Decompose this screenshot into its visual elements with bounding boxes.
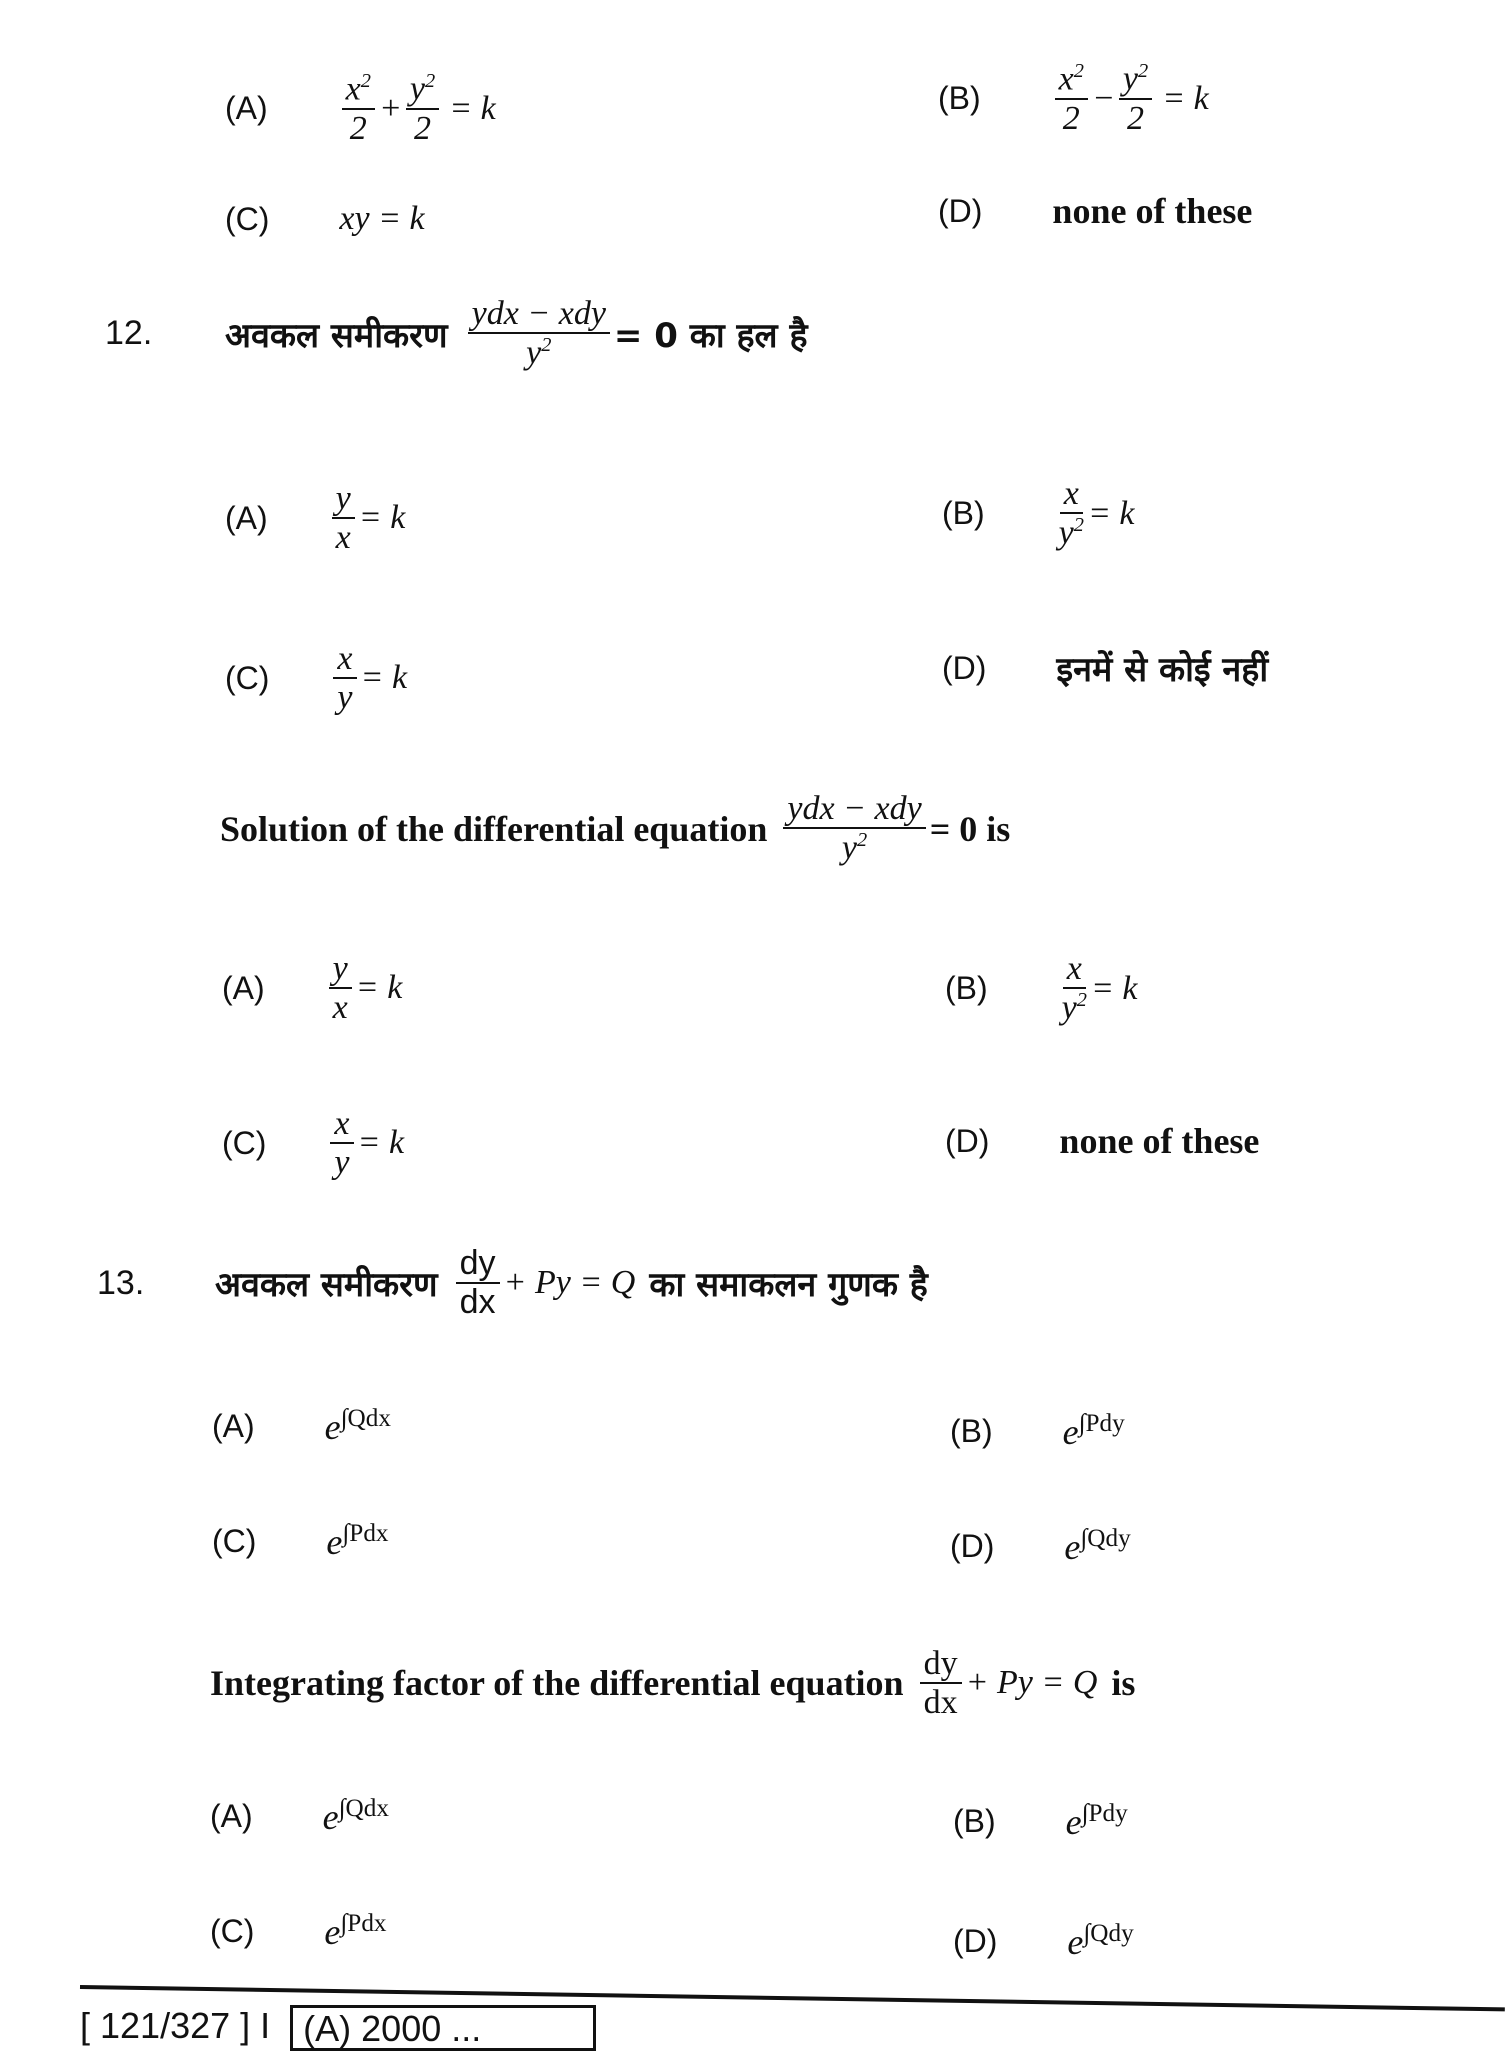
question-text: Integrating factor of the differential equation [210,1663,904,1704]
option-label: (A) [225,90,268,127]
q12-hindi-stem [105,295,808,372]
q13-english-option-b: (B) $e^{\int Pdy}$ [953,1800,1128,1842]
option-label: (B) [953,1803,996,1839]
q12-english-stem: Solution of the differential equation $\frac{\text{ydx − xdy}}{y^2}$ = 0 is [220,790,1011,867]
question-text-suffix: is [1111,1663,1136,1704]
fraction: $\frac{\text{ydx − xdy}}{y^2}$ [468,295,610,372]
option-expression: $\frac{x^2}{2}$ − $\frac{y^2}{2}$ = k [1051,60,1209,137]
option-label: (D) [953,1923,998,1959]
q12-hindi-option-b: (B) $\frac{x}{y^2}$ = k [942,475,1135,552]
q11-option-b [938,60,1209,137]
question-number: 13. [97,1263,145,1302]
q12-hindi-option-c: (C) $\frac{x}{y}$ = k [225,640,408,717]
q13-hindi-option-d: (D) $e^{\int Qdy}$ [950,1525,1131,1567]
series-box: (A) 2000 ... [290,2005,596,2051]
q11-option-c [225,200,425,238]
q13-hindi-option-a: (A) $e^{\int Qdx}$ [212,1405,391,1447]
question-text: Solution of the differential equation [220,808,768,849]
q12-english-option-c: (C) $\frac{x}{y}$ = k [222,1105,405,1182]
q13-hindi-stem: 13. अवकल समीकरण $\frac{dy}{dx}$ + Py = Q का समाकलन गुणक है [97,1244,928,1322]
question-text-suffix: = 0 is [929,808,1011,849]
q12-english-option-b: (B) $\frac{x}{y^2}$ = k [945,950,1138,1027]
option-label: (C) [225,659,270,696]
option-label: (A) [222,969,265,1006]
option-text: none of these [1052,191,1253,231]
option-text: इनमें से कोई नहीं [1056,650,1269,690]
option-label: (A) [210,1798,253,1834]
q13-hindi-option-c: (C) $e^{\int Pdx}$ [212,1520,389,1562]
question-number: 12. [105,314,153,353]
q13-english-stem: Integrating factor of the differential equation $\frac{dy}{dx}$ + Py = Q is [210,1645,1136,1722]
option-label: (A) [212,1408,255,1444]
option-expression: $\frac{x^2}{2}$ + $\frac{y^2}{2}$ = k [338,70,496,147]
option-label: (B) [950,1413,993,1449]
question-text: अवकल समीकरण [215,1265,438,1306]
q12-hindi-option-a: (A) $\frac{y}{x}$ = k [225,480,406,557]
option-label: (C) [210,1913,255,1949]
option-label: (A) [225,499,268,536]
footer [80,2005,596,2051]
option-label: (B) [945,970,988,1007]
question-text-suffix: = 0 का हल है [613,315,808,356]
q12-english-option-d [945,1120,1259,1162]
q11-option-a [225,70,496,147]
question-text-suffix: का समाकलन गुणक है [649,1265,928,1306]
paper-code: [ 121/327 ] I [80,2005,271,2046]
q13-english-option-c: (C) $e^{\int Pdx}$ [210,1910,387,1952]
option-label: (D) [950,1528,995,1564]
option-label: (C) [222,1124,267,1161]
option-label: (C) [212,1523,257,1559]
q12-english-option-a: (A) $\frac{y}{x}$ = k [222,950,403,1027]
option-label: (B) [938,80,981,117]
option-label: (D) [942,649,987,686]
option-expression: xy = k [339,200,425,237]
q13-english-option-a: (A) $e^{\int Qdx}$ [210,1795,389,1837]
option-label: (B) [942,495,985,532]
option-label: (D) [938,192,983,229]
option-label: (D) [945,1122,990,1159]
q13-english-option-d: (D) $e^{\int Qdy}$ [953,1920,1134,1962]
option-label: (C) [225,200,270,237]
q11-option-d [938,190,1252,232]
q12-hindi-option-d [942,645,1268,691]
question-text: अवकल समीकरण [225,315,448,356]
q13-hindi-option-b: (B) $e^{\int Pdy}$ [950,1410,1125,1452]
option-text: none of these [1059,1121,1260,1161]
